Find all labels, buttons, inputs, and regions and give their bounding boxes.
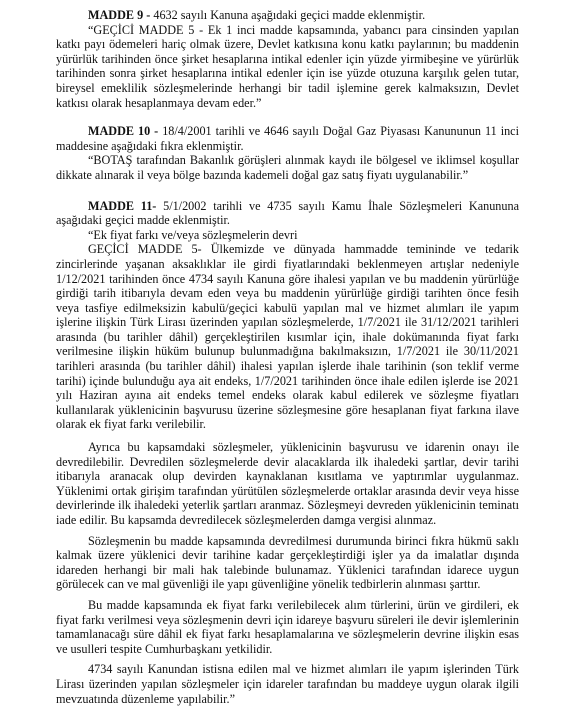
madde-10-body: “BOTAŞ tarafından Bakanlık görüşleri alınmak kaydı ile bölgesel ve iklimsel koşullar dikkate alınarak il veya bölge bazında kademeli doğal gaz satış fiyatı uygulanabilir.” bbox=[56, 153, 519, 182]
madde-10-heading bbox=[56, 124, 519, 153]
madde-11-label: MADDE 11- bbox=[88, 198, 157, 213]
madde-10-heading-text: 18/4/2001 tarihli ve 4646 sayılı Doğal Gaz Piyasası Kanununun 11 inci maddesine aşağıdaki fıkra eklenmiştir. bbox=[56, 124, 519, 153]
madde-11-title: “Ek fiyat farkı ve/veya sözleşmelerin devri bbox=[88, 227, 298, 242]
madde-10-label: MADDE 10 - bbox=[88, 124, 159, 139]
madde-11-paragraph-2: Ayrıca bu kapsamdaki sözleşmeler, yüklenicinin başvurusu ve idarenin onayı ile devredilebilir. Devredilen sözleşmelerde devir alacaklarda ilk ihaledeki şartlar, devir tarihi itibarıyla aranacak olup devirden kaynaklanan kısıtlama ve yaptırımlar uygulanmaz. Yüklenimi ortak girişim tarafından yürütülen sözleşmelerde ortaklar arasında devir veya hisse devirlerinde ilk ihaledeki yeterlik şartları aranmaz. Sözleşmeyi devreden yüklenicinin teminatı iade edilir. Bu kapsamda devredilecek sözleşmelerden damga vergisi alınmaz. bbox=[56, 440, 519, 527]
madde-11-paragraph-5: 4734 sayılı Kanundan istisna edilen mal ve hizmet alımları ile yapım işlerinden Türk Lirası üzerinden yapılan sözleşmeler için idareler tarafından bu maddeye uygun olarak ilgili mevzuatında düzenleme yapılabilir.” bbox=[56, 662, 519, 706]
madde-9-heading bbox=[56, 8, 519, 23]
madde-11-heading bbox=[56, 199, 519, 228]
madde-9-body: “GEÇİCİ MADDE 5 - Ek 1 inci madde kapsamında, yabancı para cinsinden yapılan katkı payı ödemeleri hariç olmak üzere, Devlet katkısına konu katkı paylarının; bu maddenin yürürlük tarihinden önce şirket hesaplarına intikal edenler için yüzde yirmibeşine ve yürürlük tarihinden sonra şirket hesaplarına intikal edenler için ise yüzde otuzuna karşılık gelen tutar, bireysel emeklilik sözleşmelerinde herhangi bir tadil işlemine gerek kalmaksızın, Devlet katkısı olarak hesaplanmaya devam eder.” bbox=[56, 22, 519, 110]
madde-11-heading-text: 5/1/2002 tarihli ve 4735 sayılı Kamu İhale Sözleşmeleri Kanununa aşağıdaki geçici madde eklenmiştir. bbox=[56, 198, 519, 228]
madde-9-label: MADDE 9 - bbox=[88, 8, 151, 22]
madde-9-heading-text: 4632 sayılı Kanuna aşağıdaki geçici madde eklenmiştir. bbox=[150, 8, 426, 22]
madde-11-paragraph-4: Bu madde kapsamında ek fiyat farkı verilebilecek alım türlerini, ürün ve girdileri, ek fiyat farkı verilmesi veya sözleşmenin devri için idareye başvuru süreleri ile devir işlemlerinin tamamlanacağı süre dâhil ek fiyat farkı hesaplamalarına ve sözleşmelerin devrine ilişkin esas ve usulleri tespite Cumhurbaşkanı yetkilidir. bbox=[56, 597, 519, 656]
madde-11-paragraph-3: Sözleşmenin bu madde kapsamında devredilmesi durumunda birinci fıkra hükmü saklı kalmak üzere yüklenici devir tarihine kadar gerçekleştirdiği işler ya da imalatlar dışında idareden herhangi bir mali hak talebinde bulunamaz. Yüklenici tarafından idarece uygun görülecek can ve mal güvenliği ile yapı güvenliğine yönelik tedbirlerin alınması şarttır. bbox=[56, 533, 519, 592]
madde-11-paragraph-1: GEÇİCİ MADDE 5- Ülkemizde ve dünyada hammadde temininde ve tedarik zincirlerinde yaşanan aksaklıklar ile girdi fiyatlarındaki beklenmeyen artışlar nedeniyle 1/12/2021 tarihinden önce 4734 sayılı Kanuna göre ihalesi yapılan ve bu maddenin yürürlüğe girdiği tarih itibarıyla devam eden veya bu maddenin yürürlüğe girdiği tarihten önce fesih veya tasfiye edilmeksizin kabulü/geçici kabulü yapılan mal ve hizmet alımları ile yapım işlerine ilişkin Türk Lirası üzerinden yapılan sözleşmelerde, 1/7/2021 ile 31/12/2021 tarihleri arasında (bu tarihler dâhil) gerçekleştirilen kısımlar için, ihale dokümanında fiyat farkı verilmesine ilişkin hüküm bulunup bulunmadığına bakılmaksızın, 1/7/2021 ile 30/11/2021 tarihleri arasında (bu tarihler dâhil) ihalesi yapılan işlerde ihale tarihinin (son teklif verme tarihi) içinde bulunduğu aya ait endeks, 1/7/2021 tarihinden önce ihale edilen işlerde ise 2021 yılı Haziran ayına ait endeks temel endeks olarak kabul edilerek ve sözleşme fiyatları kullanılarak yüklenicinin başvurusu üzerine sözleşmesine göre hesaplanan fiyat farkına ilave olarak ek fiyat farkı verilebilir. bbox=[56, 242, 519, 432]
